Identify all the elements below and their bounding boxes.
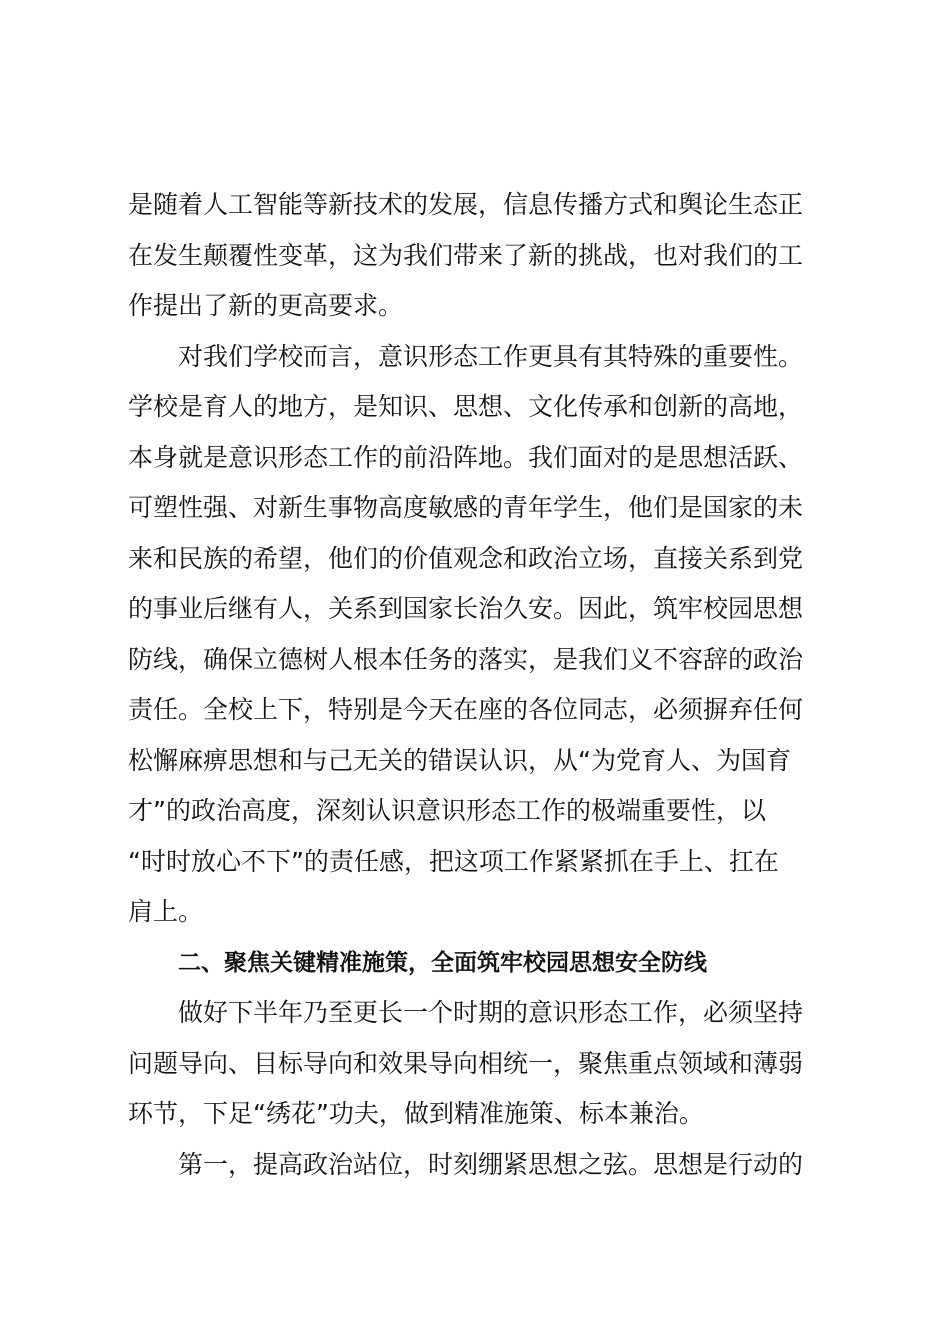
text-line: 学校是育人的地方，是知识、思想、文化传承和创新的高地， (128, 392, 804, 421)
text-line: 来和民族的希望，他们的价值观念和政治立场，直接关系到党 (128, 543, 804, 573)
text-line: 本身就是意识形态工作的前沿阵地。我们面对的是思想活跃、 (128, 442, 804, 472)
text-line: 可塑性强、对新生事物高度敏感的青年学生，他们是国家的未 (128, 493, 804, 522)
text-line: 问题导向、目标导向和效果导向相统一，聚焦重点领域和薄弱 (128, 1048, 804, 1078)
text-line: 的事业后继有人，关系到国家长治久安。因此，筑牢校园思想 (128, 594, 804, 623)
text-line: “时时放心不下”的责任感，把这项工作紧紧抓在手上、扛在 (128, 846, 779, 876)
paragraph-start-line: 第一，提高政治站位，时刻绷紧思想之弦。思想是行动的 (178, 1149, 804, 1179)
text-line: 肩上。 (128, 897, 204, 926)
text-line: 环节，下足“绣花”功夫，做到精准施策、标本兼治。 (128, 1099, 704, 1128)
text-line: 责任。全校上下，特别是今天在座的各位同志，必须摒弃任何 (128, 695, 804, 724)
paragraph-start-line: 对我们学校而言，意识形态工作更具有其特殊的重要性。 (178, 341, 804, 371)
text-line: 才”的政治高度，深刻认识意识形态工作的极端重要性，以 (128, 796, 766, 825)
body-text (128, 180, 838, 1190)
text-line: 是随着人工智能等新技术的发展，信息传播方式和舆论生态正 (128, 190, 804, 219)
paragraph-start-line: 做好下半年乃至更长一个时期的意识形态工作，必须坚持 (178, 998, 804, 1027)
section-heading: 二、聚焦关键精准施策，全面筑牢校园思想安全防线 (178, 949, 707, 976)
text-line: 防线，确保立德树人根本任务的落实，是我们义不容辞的政治 (128, 644, 804, 674)
text-line: 作提出了新的更高要求。 (128, 291, 404, 320)
text-line: 松懈麻痹思想和与己无关的错误认识，从“为党育人、为国育 (128, 745, 791, 775)
text-line: 在发生颠覆性变革，这为我们带来了新的挑战，也对我们的工 (128, 240, 804, 270)
